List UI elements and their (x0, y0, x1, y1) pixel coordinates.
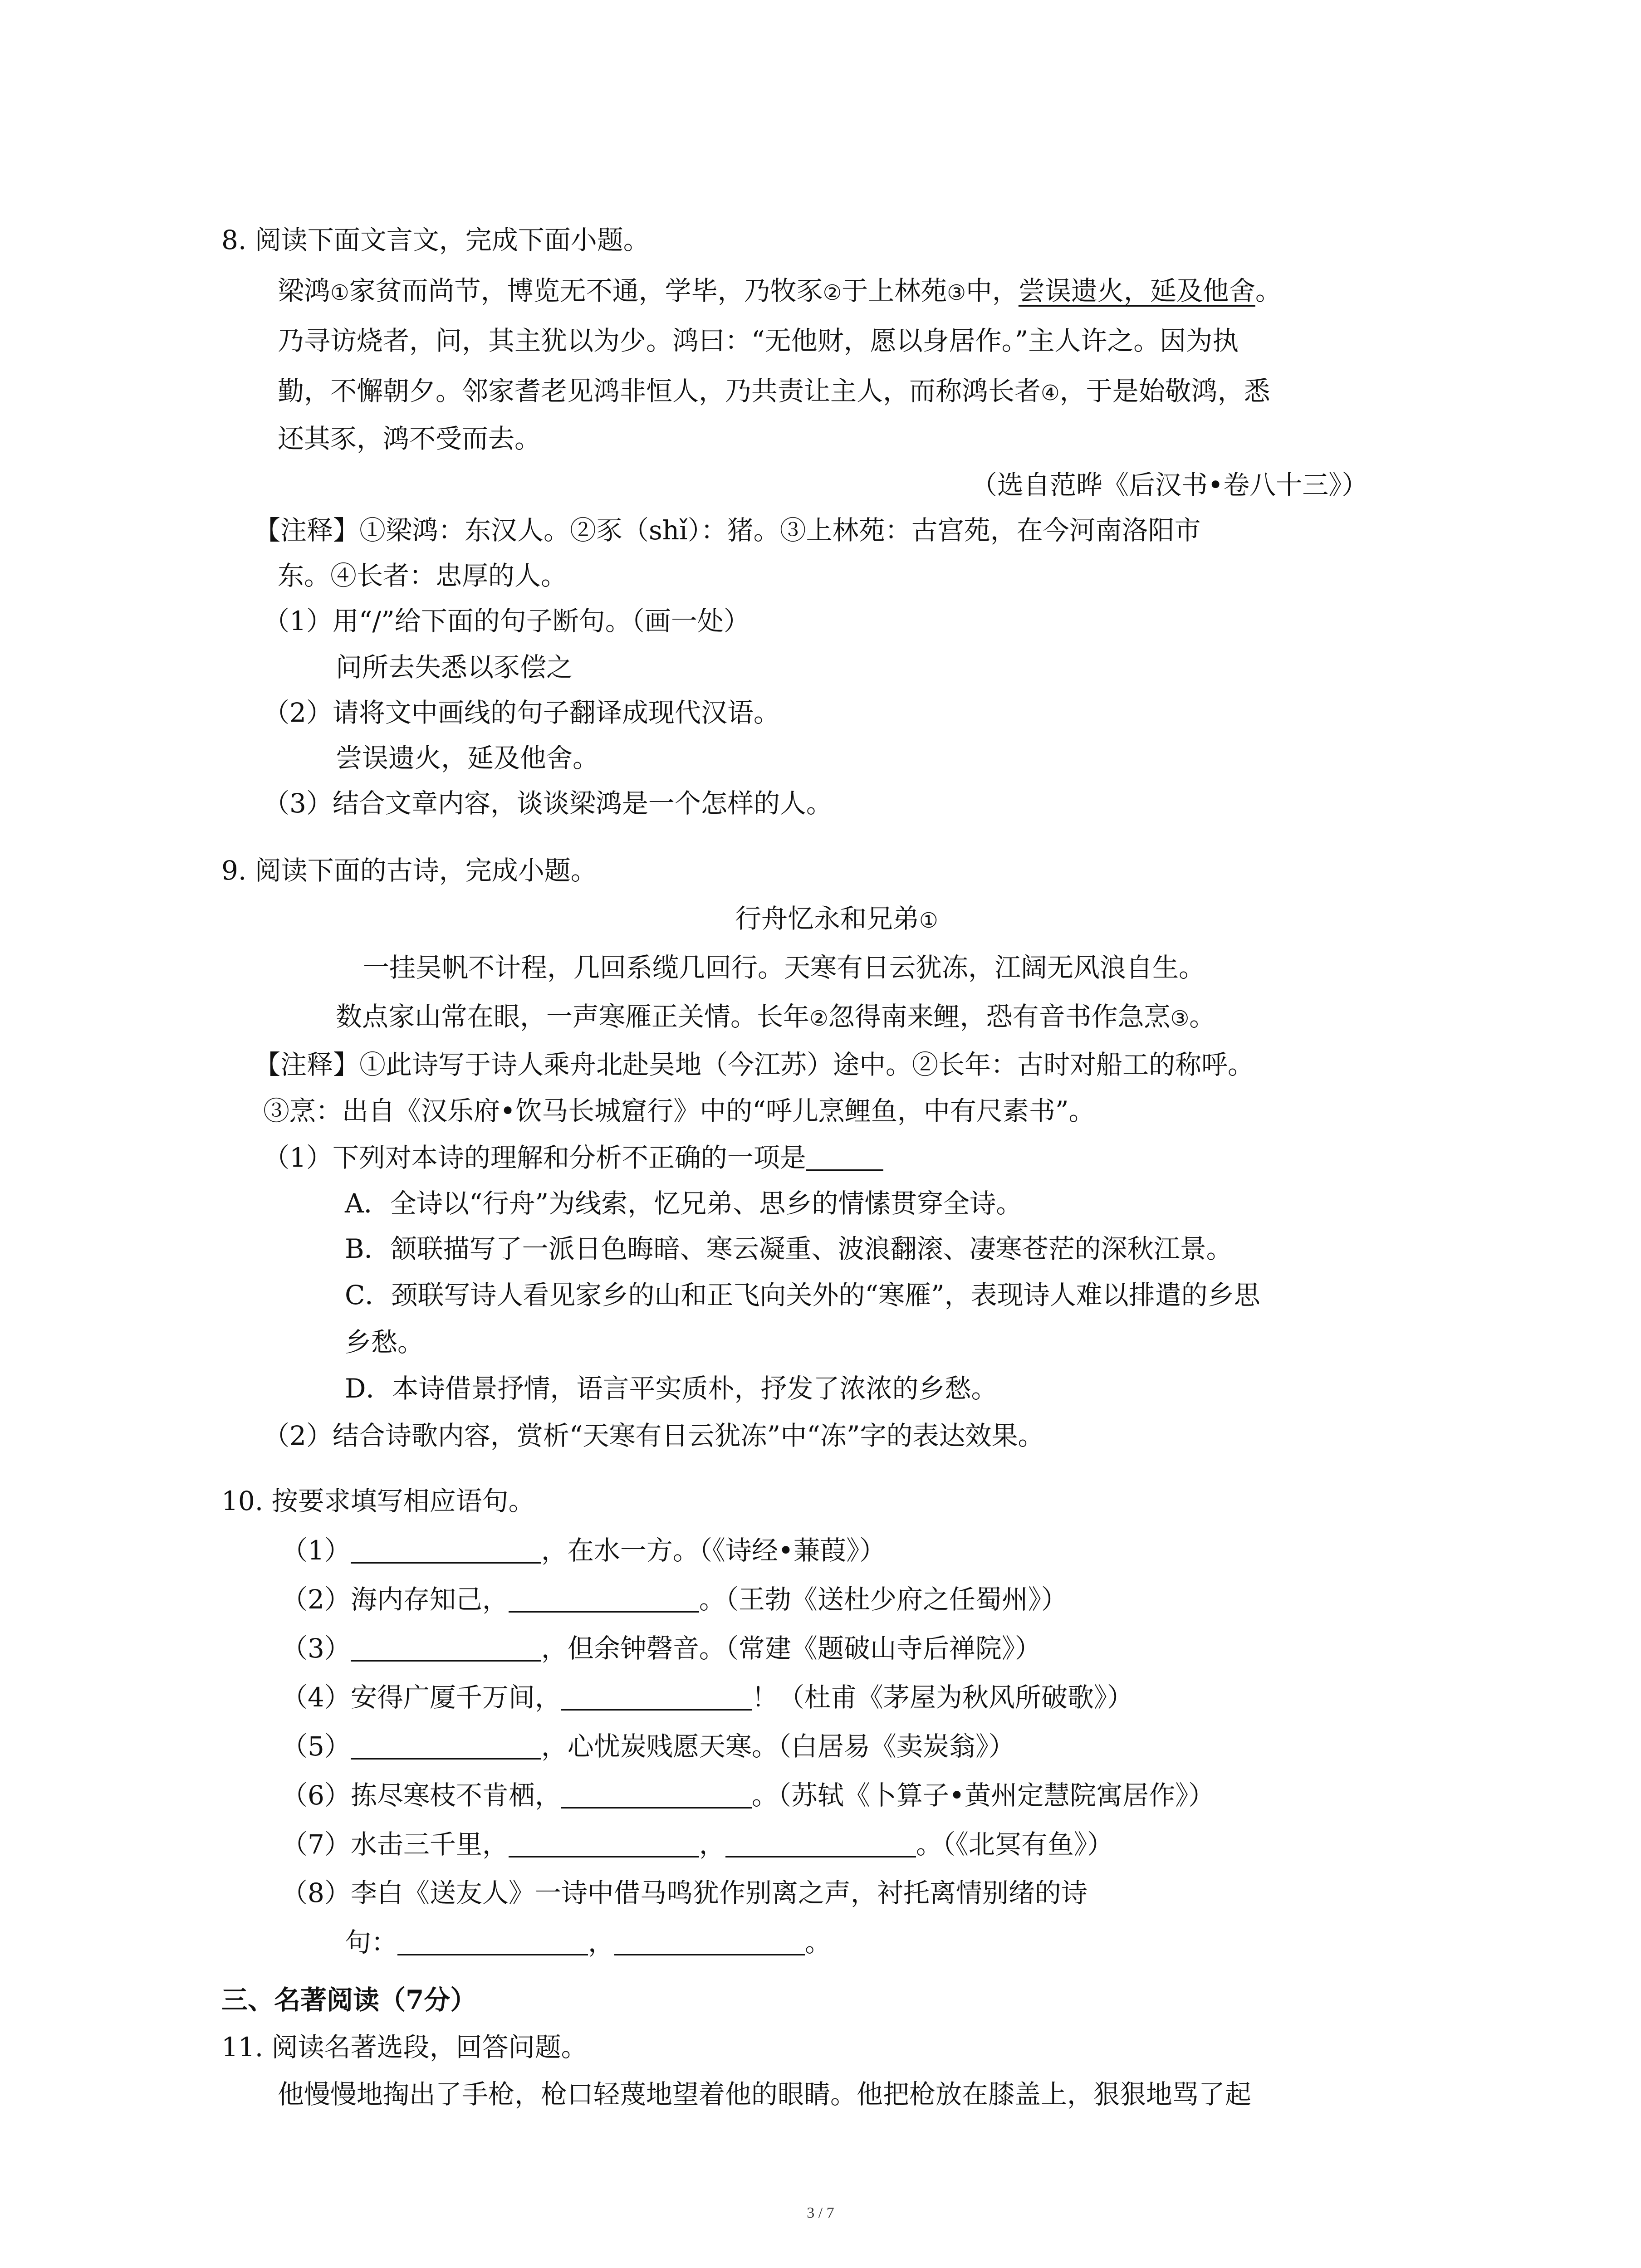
passage-text: 。 (1255, 275, 1282, 306)
answer-blank[interactable] (561, 1684, 752, 1711)
item-number: （7） (281, 1829, 351, 1860)
item-text: 。（《北冥有鱼》） (916, 1829, 1113, 1860)
q9-sub1-question (263, 1144, 883, 1171)
q9-poem-line2 (336, 1003, 1215, 1030)
q10-item-4 (281, 1684, 1133, 1711)
item-text: ，在水一方。（《诗经•蒹葭》） (541, 1535, 886, 1566)
q8-sub3-question: （3）结合文章内容，谈谈梁鸿是一个怎样的人。 (263, 788, 833, 819)
q9-option-a: A．全诗以“行舟”为线索，忆兄弟、思乡的情愫贯穿全诗。 (345, 1188, 1023, 1219)
passage-text: 于上林苑 (842, 275, 947, 306)
note-marker: ① (919, 908, 938, 933)
poem-title-text: 行舟忆永和兄弟 (735, 903, 920, 934)
note-marker: ② (809, 1006, 828, 1031)
q9-option-c: C．颈联写诗人看见家乡的山和正飞向关外的“寒雁”，表现诗人难以排遣的乡思 (345, 1280, 1260, 1310)
q8-passage-line3 (278, 378, 1270, 404)
answer-blank[interactable] (397, 1929, 588, 1955)
poem-text: 忽得南来鲤，恐有音书作急烹 (828, 1001, 1171, 1032)
q10-item-1 (281, 1537, 886, 1564)
q9-sub2-question: （2）结合诗歌内容，赏析“天寒有日云犹冻”中“冻”字的表达效果。 (263, 1420, 1044, 1451)
q10-item-7 (281, 1829, 1113, 1860)
item-text: 拣尽寒枝不肯栖， (350, 1780, 561, 1811)
q11-title: 11. 阅读名著选段，回答问题。 (221, 2032, 588, 2063)
section-3-title: 三、名著阅读（7分） (221, 1984, 477, 2015)
q8-sub1-question: （1）用“/”给下面的句子断句。（画一处） (263, 606, 750, 636)
note-marker: ② (823, 280, 842, 305)
item-text: 。（王勃《送杜少府之任蜀州》） (699, 1584, 1068, 1615)
underlined-sentence: 尝误遗火，延及他舍 (1018, 275, 1255, 306)
item-number: （4） (281, 1682, 351, 1713)
item-number: （2） (281, 1584, 351, 1615)
q8-passage-line4: 还其豕，鸿不受而去。 (278, 423, 541, 454)
item-text: ！（杜甫《茅屋为秋风所破歌》） (751, 1682, 1133, 1713)
answer-blank[interactable] (351, 1635, 541, 1662)
answer-blank[interactable] (509, 1831, 699, 1857)
item-text: ，但余钟磬音。（常建《题破山寺后禅院》） (541, 1633, 1041, 1664)
q8-passage-line2: 乃寻访烧者，问，其主犹以为少。鸿曰：“无他财，愿以身居作。”主人许之。因为执 (278, 325, 1239, 356)
q10-item-8-line1: （8）李白《送友人》一诗中借马鸣犹作别离之声，衬托离情别绪的诗 (281, 1877, 1087, 1908)
q8-note-line2: 东。④长者：忠厚的人。 (278, 560, 568, 591)
q9-option-d: D．本诗借景抒情，语言平实质朴，抒发了浓浓的乡愁。 (345, 1373, 998, 1404)
poem-text: 数点家山常在眼，一声寒雁正关情。长年 (336, 1001, 810, 1032)
q8-title: 8. 阅读下面文言文，完成下面小题。 (221, 225, 650, 255)
q9-option-c-cont: 乡愁。 (345, 1327, 424, 1358)
note-marker: ③ (1170, 1006, 1190, 1031)
answer-blank[interactable] (509, 1586, 699, 1613)
passage-text: ，于是始敬鸿，悉 (1059, 376, 1270, 406)
question-text: （1）下列对本诗的理解和分析不正确的一项是 (263, 1142, 806, 1173)
q9-note-line2: ③烹：出自《汉乐府•饮马长城窟行》中的“呼儿烹鲤鱼，中有尺素书”。 (263, 1095, 1095, 1126)
q8-passage-line1 (278, 275, 1282, 306)
q9-poem-line1: 一挂吴帆不计程，几回系缆几回行。天寒有日云犹冻，江阔无风浪自生。 (363, 952, 1205, 983)
q9-poem-title (735, 905, 938, 932)
passage-text: 中， (965, 275, 1019, 306)
page-number: 3 / 7 (807, 2204, 834, 2221)
q10-item-8-line2 (345, 1927, 832, 1958)
q9-title: 9. 阅读下面的古诗，完成小题。 (221, 855, 597, 886)
item-text: ， (699, 1829, 725, 1860)
answer-blank[interactable] (351, 1733, 541, 1760)
answer-blank[interactable] (725, 1831, 916, 1857)
poem-text: 。 (1189, 1001, 1216, 1032)
passage-text: 勤，不懈朝夕。邻家耆老见鸿非恒人，乃共责让主人，而称鸿长者 (278, 376, 1041, 406)
item-number: （5） (281, 1731, 351, 1762)
item-text: 水击三千里， (350, 1829, 509, 1860)
answer-blank[interactable] (561, 1782, 752, 1809)
q10-item-5 (281, 1733, 1015, 1760)
passage-text: 家贫而尚节，博览无不通，学毕，乃牧豕 (349, 275, 823, 306)
item-text: 。（苏轼《卜算子•黄州定慧院寓居作》） (751, 1780, 1215, 1811)
q8-sub2-question: （2）请将文中画线的句子翻译成现代汉语。 (263, 697, 780, 728)
q8-note-line1: 【注释】①梁鸿：东汉人。②豕（shǐ）：猪。③上林苑：古宫苑，在今河南洛阳市 (254, 515, 1201, 546)
item-text: 。 (805, 1927, 832, 1958)
item-number: （1） (281, 1535, 351, 1566)
q9-option-b: B．颔联描写了一派日色晦暗、寒云凝重、波浪翻滚、凄寒苍茫的深秋江景。 (345, 1233, 1233, 1264)
item-text: 句： (345, 1927, 398, 1958)
q8-sub2-text: 尝误遗火，延及他舍。 (336, 743, 599, 773)
q9-note-line1: 【注释】①此诗写于诗人乘舟北赴吴地（今江苏）途中。②长年：古时对船工的称呼。 (254, 1049, 1254, 1080)
note-marker: ① (330, 280, 349, 305)
q10-item-2 (281, 1586, 1068, 1613)
passage-text: 梁鸿 (278, 275, 331, 306)
q10-item-6 (281, 1782, 1215, 1809)
item-text: ， (588, 1927, 615, 1958)
item-text: 安得广厦千万间， (350, 1682, 561, 1713)
note-marker: ③ (947, 280, 966, 305)
item-text: ，心忧炭贱愿天寒。（白居易《卖炭翁》） (541, 1731, 1015, 1762)
item-text: 海内存知己， (350, 1584, 509, 1615)
answer-blank[interactable] (614, 1929, 805, 1955)
q8-sub1-text: 问所去失悉以豕偿之 (336, 652, 573, 683)
q11-text: 他慢慢地掏出了手枪，枪口轻蔑地望着他的眼睛。他把枪放在膝盖上，狠狠地骂了起 (278, 2079, 1252, 2110)
answer-blank[interactable] (351, 1537, 541, 1564)
item-number: （3） (281, 1633, 351, 1664)
item-number: （6） (281, 1780, 351, 1811)
answer-blank[interactable] (806, 1144, 883, 1171)
note-marker: ④ (1041, 381, 1060, 405)
q8-source: （选自范晔《后汉书•卷八十三》） (971, 469, 1368, 500)
q10-item-3 (281, 1635, 1041, 1662)
q10-title: 10. 按要求填写相应语句。 (221, 1486, 535, 1516)
